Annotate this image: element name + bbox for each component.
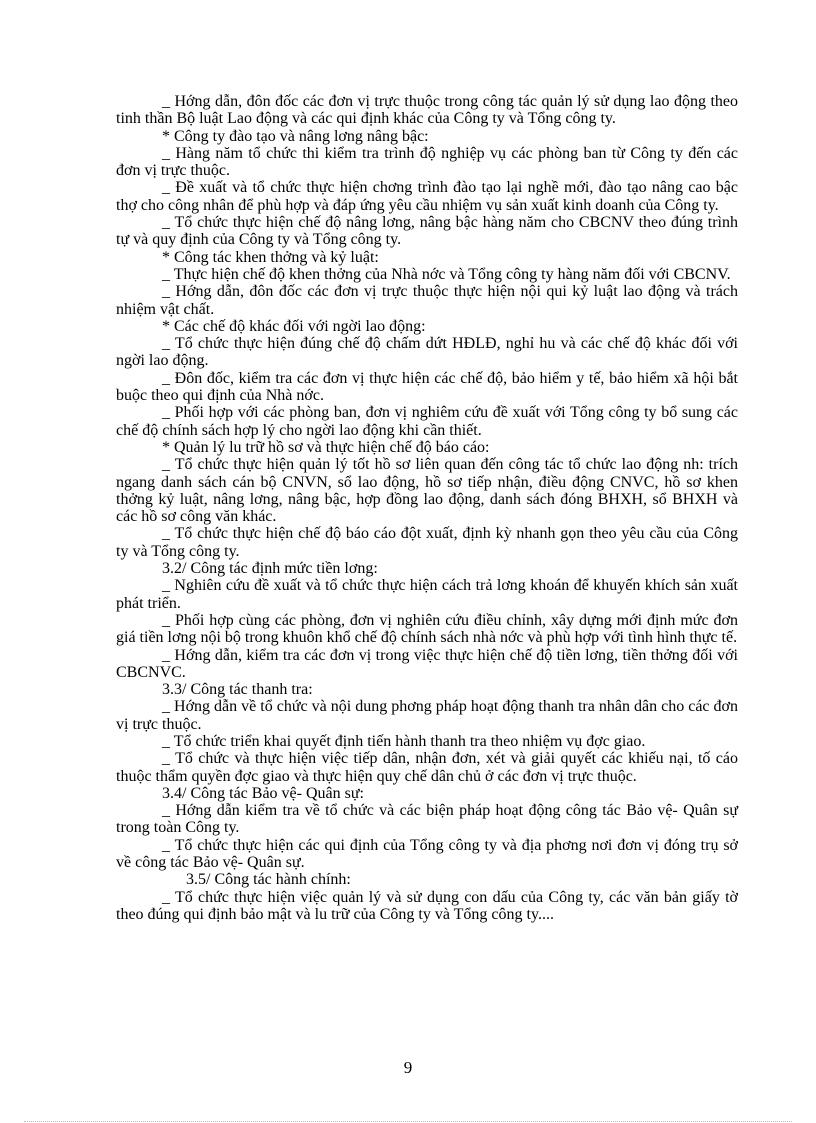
- subheading-records-reporting: * Quản lý lu trữ hồ sơ và thực hiện chế độ báo cáo:: [162, 438, 490, 456]
- paragraph-task-wage-norms: _ Phối hợp cùng các phòng, đơn vị nghiên cứu điều chỉnh, xây dựng mới định mức đơn giá tiền lơng nội bộ trong khuôn khổ chế độ chính sách nhà nớc và phù hợp với tình hình thực tế.: [116, 611, 738, 647]
- section-heading-3-5: 3.5/ Công tác hành chính:: [186, 871, 351, 889]
- paragraph-task-piece-wage: _ Nghiên cứu đề xuất và tổ chức thực hiện cách trả lơng khoán để khuyến khích sản xuất phát triển.: [116, 577, 738, 612]
- paragraph-task-records-management: _ Tổ chức thực hiện quản lý tốt hồ sơ liên quan đến công tác tổ chức lao động nh: trích ngang danh sách cán bộ CNVN, sổ lao động, hồ sơ tiếp nhận, điều động CNVC, hồ sơ khen thởng kỷ luật, nâng lơng, nâng bậc, hợp đồng lao động, danh sách đóng BHXH, sổ BHXH và các hồ sơ công văn khác.: [116, 456, 738, 526]
- paragraph-task-rewards: _ Thực hiện chế độ khen thởng của Nhà nớc và Tổng công ty hàng năm đối với CBCNV.: [162, 265, 731, 283]
- subheading-training-promotion: * Công ty đào tạo và nâng lơng nâng bậc:: [162, 127, 429, 145]
- document-body: [116, 93, 738, 923]
- paragraph-task-inspection-guidance: _ Hớng dẫn về tổ chức và nội dung phơng pháp hoạt động thanh tra nhân dân cho các đơn vị trực thuộc.: [116, 698, 738, 733]
- paragraph-task-discipline: _ Hớng dẫn, đôn đốc các đơn vị trực thuộc thực hiện nội qui kỷ luật lao động và trách nhiệm vật chất.: [116, 283, 738, 318]
- paragraph-task-complaints: _ Tổ chức và thực hiện việc tiếp dân, nhận đơn, xét và giải quyết các khiếu nại, tố cáo thuộc thẩm quyền đợc giao và thực hiện quy chế dân chủ ở các đơn vị trực thuộc.: [116, 750, 738, 785]
- section-heading-3-3: 3.3/ Công tác thanh tra:: [162, 681, 313, 699]
- paragraph-task-retraining: _ Đề xuất và tổ chức thực hiện chơng trình đào tạo lại nghề mới, đào tạo nâng cao bậc thợ cho công nhân để phù hợp và đáp ứng yêu cầu nhiệm vụ sản xuất kinh doanh của Công ty.: [116, 179, 738, 214]
- paragraph-task-reporting: _ Tổ chức thực hiện chế độ báo cáo đột xuất, định kỳ nhanh gọn theo yêu cầu của Công ty và Tổng công ty.: [116, 525, 738, 560]
- paragraph-task-security-guidance: _ Hớng dẫn kiểm tra về tổ chức và các biện pháp hoạt động công tác Bảo vệ- Quân sự trong toàn Công ty.: [116, 802, 738, 837]
- paragraph-task-labor-guidance: _ Hớng dẫn, đôn đốc các đơn vị trực thuộc trong công tác quản lý sử dụng lao động theo tinh thần Bộ luật Lao động và các qui định khác của Công ty và Tổng công ty.: [116, 93, 738, 128]
- paragraph-task-seal-documents: _ Tổ chức thực hiện việc quản lý và sử dụng con dấu của Công ty, các văn bản giấy tờ theo đúng qui định bảo mật và lu trữ của Công ty và Tổng công ty....: [116, 888, 738, 923]
- paragraph-task-contract-termination: _ Tổ chức thực hiện đúng chế độ chấm dứt HĐLĐ, nghỉ hu và các chế độ khác đối với ngời lao động.: [116, 335, 738, 370]
- paragraph-task-security-regulations: _ Tổ chức thực hiện các qui định của Tổng công ty và địa phơng nơi đơn vị đóng trụ sở về công tác Bảo vệ- Quân sự.: [116, 836, 738, 872]
- paragraph-task-salary-raise: _ Tổ chức thực hiện chế độ nâng lơng, nâng bậc hàng năm cho CBCNV theo đúng trình tự và quy định của Công ty và Tổng công ty.: [116, 214, 738, 249]
- paragraph-task-skill-exam: _ Hàng năm tổ chức thi kiểm tra trình độ nghiệp vụ các phòng ban từ Công ty đến các đơn vị trực thuộc.: [116, 144, 738, 180]
- subheading-other-regimes: * Các chế độ khác đối với ngời lao động:: [162, 317, 426, 335]
- page-number: 9: [403, 1058, 413, 1077]
- page-bottom-divider: [24, 1121, 792, 1122]
- paragraph-task-wage-inspection: _ Hớng dẫn, kiểm tra các đơn vị trong việc thực hiện chế độ tiền lơng, tiền thởng đối với CBCNVC.: [116, 646, 738, 681]
- paragraph-task-inspection-execution: _ Tổ chức triển khai quyết định tiến hành thanh tra theo nhiệm vụ đợc giao.: [162, 732, 646, 750]
- section-heading-3-2: 3.2/ Công tác định mức tiền lơng:: [162, 560, 378, 578]
- paragraph-task-policy-proposal: _ Phối hợp với các phòng ban, đơn vị nghiêm cứu đề xuất với Tổng công ty bổ sung các chế độ chính sách hợp lý cho ngời lao động khi cần thiết.: [116, 404, 738, 439]
- subheading-reward-discipline: * Công tác khen thởng và kỷ luật:: [162, 248, 379, 266]
- paragraph-task-insurance: _ Đôn đốc, kiểm tra các đơn vị thực hiện các chế độ, bảo hiểm y tế, bảo hiểm xã hội bắt buộc theo qui định của Nhà nớc.: [116, 369, 738, 405]
- section-heading-3-4: 3.4/ Công tác Bảo vệ- Quân sự:: [162, 784, 364, 802]
